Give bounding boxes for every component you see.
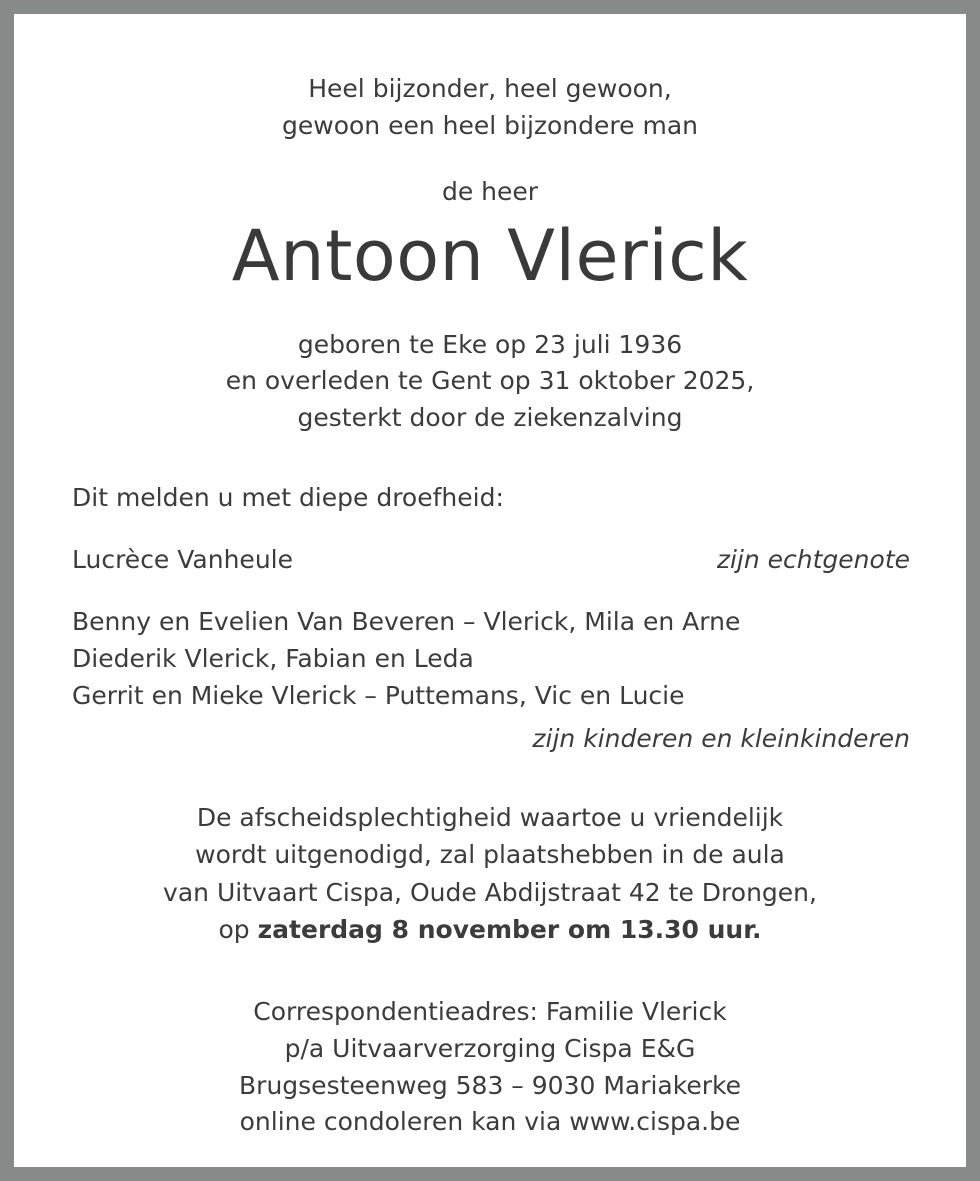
correspondence-line-1: Correspondentieadres: Familie Vlerick: [253, 997, 727, 1026]
child-line-2: Diederik Vlerick, Fabian en Leda: [72, 644, 474, 673]
ceremony-line-1: De afscheidsplechtigheid waartoe u vriendelijk: [196, 803, 784, 832]
intro-line-1: Heel bijzonder, heel gewoon,: [308, 74, 672, 103]
deceased-name: Antoon Vlerick: [231, 215, 749, 297]
death-line: en overleden te Gent op 31 oktober 2025,: [225, 366, 755, 395]
ceremony-line-3: van Uitvaart Cispa, Oude Abdijstraat 42 te Drongen,: [163, 878, 817, 907]
title-prefix: de heer: [441, 177, 539, 206]
intro-line-2: gewoon een heel bijzondere man: [282, 111, 698, 140]
ceremony-date-line: [0, 913, 980, 947]
correspondence-line-2: p/a Uitvaarverzorging Cispa E&G: [284, 1034, 696, 1063]
birth-line: geboren te Eke op 23 juli 1936: [297, 330, 683, 359]
child-line-3: Gerrit en Mieke Vlerick – Puttemans, Vic en Lucie: [72, 681, 685, 710]
announcement: Dit melden u met diepe droefheid:: [72, 483, 504, 512]
ceremony-date: zaterdag 8 november om 13.30 uur.: [257, 915, 762, 944]
sacrament-line: gesterkt door de ziekenzalving: [297, 403, 683, 432]
child-line-1: Benny en Evelien Van Beveren – Vlerick, Mila en Arne: [72, 607, 741, 636]
spouse-relation: zijn echtgenote: [716, 545, 910, 574]
ceremony-date-prefix: op: [218, 915, 250, 944]
children-relation: zijn kinderen en kleinkinderen: [532, 724, 910, 753]
ceremony-line-2: wordt uitgenodigd, zal plaatshebben in de aula: [195, 840, 785, 869]
spouse-name: Lucrèce Vanheule: [72, 545, 293, 574]
condolence-line: online condoleren kan via www.cispa.be: [239, 1107, 741, 1136]
correspondence-line-3: Brugsesteenweg 583 – 9030 Mariakerke: [239, 1071, 741, 1100]
